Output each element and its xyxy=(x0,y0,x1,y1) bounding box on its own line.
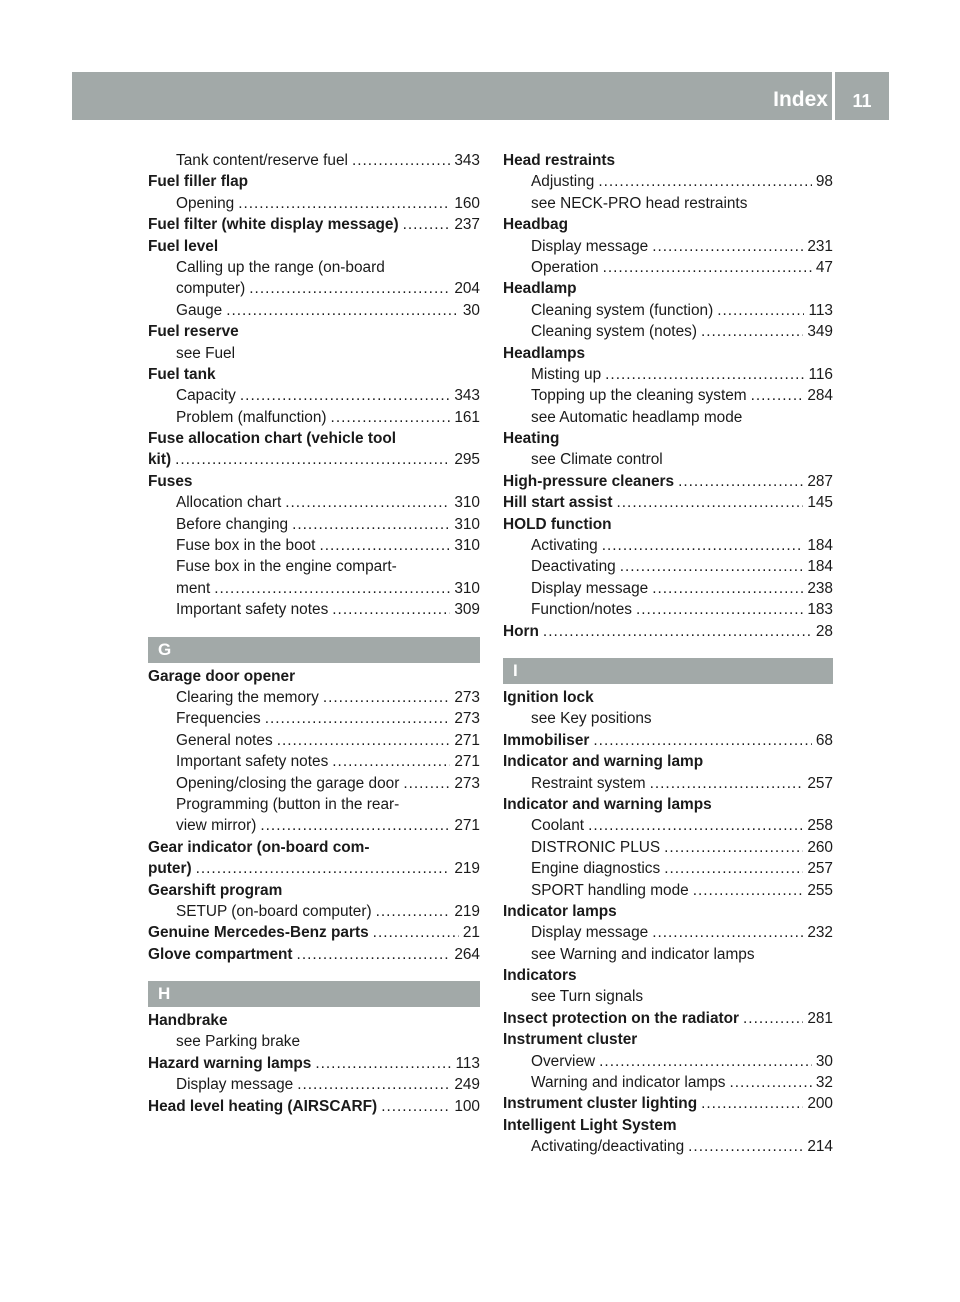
entry-label: Opening/closing the garage door xyxy=(176,774,400,792)
entry-label: Fuel filler flap xyxy=(148,173,249,191)
entry-label: Operation xyxy=(531,258,599,276)
page-reference: 47 xyxy=(815,258,833,276)
page-reference: 30 xyxy=(815,1052,833,1070)
page-reference: 237 xyxy=(454,216,480,234)
index-entry xyxy=(148,1074,480,1095)
page-reference: 113 xyxy=(808,301,833,319)
entry-label: Fuel reserve xyxy=(148,323,239,341)
entry-label: Glove compartment xyxy=(148,945,293,963)
index-entry xyxy=(503,599,833,620)
index-entry xyxy=(503,1029,833,1050)
entry-label: Headbag xyxy=(503,216,568,234)
dot-leader xyxy=(332,751,450,772)
entry-label: view mirror) xyxy=(176,817,257,835)
page-reference: 257 xyxy=(807,860,833,878)
entry-label: Hazard warning lamps xyxy=(148,1054,312,1072)
dot-leader xyxy=(593,730,811,751)
dot-leader xyxy=(664,837,803,858)
entry-label: Important safety notes xyxy=(176,753,329,771)
dot-leader xyxy=(701,321,803,342)
page-reference: 231 xyxy=(807,237,833,255)
page-reference: 258 xyxy=(807,817,833,835)
dot-leader xyxy=(701,1093,803,1114)
entry-label: Immobiliser xyxy=(503,731,590,749)
entry-label: Ignition lock xyxy=(503,688,594,706)
dot-leader xyxy=(315,1053,451,1074)
entry-label: see NECK-PRO head restraints xyxy=(531,194,748,212)
page-reference: 232 xyxy=(807,924,833,942)
entry-label: see Turn signals xyxy=(531,988,644,1006)
index-entry xyxy=(503,385,833,406)
index-column-right xyxy=(503,150,833,1158)
page-reference: 287 xyxy=(807,472,833,490)
index-entry xyxy=(148,343,480,364)
entry-label: Garage door opener xyxy=(148,667,296,685)
dot-leader xyxy=(175,449,450,470)
index-entry xyxy=(503,514,833,535)
index-entry xyxy=(148,556,480,577)
index-entry xyxy=(148,364,480,385)
dot-leader xyxy=(602,535,804,556)
index-entry xyxy=(148,815,480,836)
dot-leader xyxy=(376,901,451,922)
entry-label: Coolant xyxy=(531,817,585,835)
page-reference: 349 xyxy=(807,323,833,341)
dot-leader xyxy=(652,578,803,599)
entry-label: kit) xyxy=(148,451,172,469)
dot-leader xyxy=(265,708,451,729)
entry-label: Gauge xyxy=(176,301,223,319)
dot-leader xyxy=(603,257,812,278)
dot-leader xyxy=(543,621,812,642)
entry-label: Hill start assist xyxy=(503,494,613,512)
entry-label: Misting up xyxy=(531,365,602,383)
dot-leader xyxy=(693,880,804,901)
index-entry xyxy=(148,794,480,815)
page-reference: 219 xyxy=(454,902,480,920)
entry-label: Gear indicator (on-board com- xyxy=(148,838,370,856)
entry-label: Frequencies xyxy=(176,710,261,728)
dot-leader xyxy=(652,922,803,943)
page-reference: 200 xyxy=(807,1095,833,1113)
page-reference: 184 xyxy=(807,537,833,555)
index-entry xyxy=(148,171,480,192)
dot-leader xyxy=(285,492,450,513)
dot-leader xyxy=(636,599,803,620)
entry-label: Handbrake xyxy=(148,1012,228,1030)
page-reference: 343 xyxy=(454,152,480,169)
dot-leader xyxy=(729,1072,811,1093)
index-entry xyxy=(148,1010,480,1031)
entry-label: Activating/deactivating xyxy=(531,1138,685,1156)
index-entry xyxy=(503,1008,833,1029)
entry-label: Head level heating (AIRSCARF) xyxy=(148,1097,378,1115)
entry-label: Activating xyxy=(531,537,598,555)
index-entry xyxy=(148,578,480,599)
dot-leader xyxy=(381,1096,450,1117)
dot-leader xyxy=(751,385,804,406)
page-reference: 273 xyxy=(454,774,480,792)
index-entry xyxy=(148,300,480,321)
index-entry xyxy=(503,815,833,836)
page-reference: 273 xyxy=(454,688,480,706)
dot-leader xyxy=(331,407,451,428)
entry-label: Head restraints xyxy=(503,152,616,169)
entry-list xyxy=(503,687,833,1158)
page-reference: 284 xyxy=(807,387,833,405)
index-entry xyxy=(148,944,480,965)
dot-leader xyxy=(297,1074,450,1095)
index-entry xyxy=(503,880,833,901)
index-entry xyxy=(503,407,833,428)
entry-label: Capacity xyxy=(176,387,236,405)
dot-leader xyxy=(717,300,804,321)
page-reference: 116 xyxy=(808,365,833,383)
page-reference: 160 xyxy=(454,194,480,212)
index-entry xyxy=(503,236,833,257)
dot-leader xyxy=(240,385,450,406)
index-entry xyxy=(503,730,833,751)
index-column-left xyxy=(148,150,480,1117)
dot-leader xyxy=(617,492,804,513)
dot-leader xyxy=(650,773,804,794)
page-reference: 214 xyxy=(807,1138,833,1156)
index-entry xyxy=(503,687,833,708)
page-reference: 271 xyxy=(454,753,480,771)
entry-label: Restraint system xyxy=(531,774,646,792)
dot-leader xyxy=(403,773,450,794)
index-entry xyxy=(503,492,833,513)
index-entry xyxy=(503,321,833,342)
page-reference: 204 xyxy=(454,280,480,298)
entry-label: Calling up the range (on-board xyxy=(176,258,385,276)
entry-label: Clearing the memory xyxy=(176,688,319,706)
page-reference: 98 xyxy=(815,173,833,191)
section-header-g: G xyxy=(148,637,480,663)
entry-label: High-pressure cleaners xyxy=(503,472,675,490)
index-entry xyxy=(148,599,480,620)
dot-leader xyxy=(226,300,459,321)
dot-leader xyxy=(260,815,450,836)
page-reference: 295 xyxy=(454,451,480,469)
entry-label: Deactivating xyxy=(531,558,616,576)
dot-leader xyxy=(214,578,450,599)
entry-label: see Automatic headlamp mode xyxy=(531,408,743,426)
index-entry xyxy=(503,214,833,235)
index-entry xyxy=(148,708,480,729)
page-reference: 145 xyxy=(807,494,833,512)
index-entry xyxy=(148,687,480,708)
page-reference: 68 xyxy=(815,731,833,749)
entry-label: see Key positions xyxy=(531,710,652,728)
page-reference: 30 xyxy=(462,301,480,319)
index-entry xyxy=(148,492,480,513)
entry-label: Fuel filter (white display message) xyxy=(148,216,399,234)
index-entry xyxy=(503,944,833,965)
index-entry xyxy=(148,385,480,406)
dot-leader xyxy=(588,815,803,836)
index-entry xyxy=(503,193,833,214)
page-reference: 100 xyxy=(454,1097,480,1115)
index-entry xyxy=(148,922,480,943)
page-title: Index xyxy=(773,88,828,111)
dot-leader xyxy=(292,514,450,535)
dot-leader xyxy=(332,599,450,620)
index-entry xyxy=(503,858,833,879)
entry-label: Display message xyxy=(531,924,649,942)
dot-leader xyxy=(297,944,451,965)
entry-label: Programming (button in the rear- xyxy=(176,795,400,813)
index-entry xyxy=(503,578,833,599)
entry-label: Headlamps xyxy=(503,344,586,362)
entry-label: Fuse box in the engine compart- xyxy=(176,558,397,576)
page-reference: 32 xyxy=(815,1074,833,1092)
entry-label: Opening xyxy=(176,194,235,212)
index-entry xyxy=(503,171,833,192)
page-reference: 310 xyxy=(454,579,480,597)
index-entry xyxy=(148,257,480,278)
entry-label: Intelligent Light System xyxy=(503,1116,677,1134)
index-entry xyxy=(148,428,480,449)
entry-label: Insect protection on the radiator xyxy=(503,1009,740,1027)
index-entry xyxy=(503,556,833,577)
index-entry xyxy=(503,1093,833,1114)
dot-leader xyxy=(620,556,804,577)
index-entry xyxy=(503,535,833,556)
page-reference: 273 xyxy=(454,710,480,728)
index-entry xyxy=(148,278,480,299)
entry-label: Fuel level xyxy=(148,237,219,255)
index-entry xyxy=(148,471,480,492)
index-entry xyxy=(148,150,480,171)
page-reference: 219 xyxy=(454,860,480,878)
entry-label: Indicator and warning lamp xyxy=(503,753,704,771)
dot-leader xyxy=(352,150,450,171)
entry-label: Indicator lamps xyxy=(503,902,617,920)
dot-leader xyxy=(599,1051,812,1072)
entry-label: computer) xyxy=(176,280,246,298)
entry-label: Display message xyxy=(176,1076,294,1094)
page-reference: 257 xyxy=(807,774,833,792)
index-entry xyxy=(503,708,833,729)
entry-label: Overview xyxy=(531,1052,596,1070)
entry-label: HOLD function xyxy=(503,515,612,533)
dot-leader xyxy=(249,278,450,299)
index-entry xyxy=(148,193,480,214)
index-entry xyxy=(503,794,833,815)
dot-leader xyxy=(652,236,803,257)
index-entry xyxy=(503,300,833,321)
index-entry xyxy=(148,514,480,535)
entry-label: puter) xyxy=(148,860,192,878)
entry-label: SPORT handling mode xyxy=(531,881,689,899)
dot-leader xyxy=(664,858,803,879)
index-entry xyxy=(148,773,480,794)
page-reference: 183 xyxy=(807,601,833,619)
dot-leader xyxy=(238,193,450,214)
index-entry xyxy=(503,621,833,642)
index-entry xyxy=(503,428,833,449)
index-entry xyxy=(503,150,833,171)
entry-label: Display message xyxy=(531,237,649,255)
entry-label: see Warning and indicator lamps xyxy=(531,945,755,963)
index-entry xyxy=(148,449,480,470)
index-entry xyxy=(503,471,833,492)
page-reference: 113 xyxy=(455,1054,480,1072)
page-reference: 281 xyxy=(807,1009,833,1027)
index-entry xyxy=(148,1096,480,1117)
index-entry xyxy=(503,965,833,986)
index-entry xyxy=(148,321,480,342)
page-reference: 21 xyxy=(462,924,480,942)
page-reference: 343 xyxy=(454,387,480,405)
index-entry xyxy=(503,1072,833,1093)
entry-label: see Climate control xyxy=(531,451,663,469)
entry-list xyxy=(148,1010,480,1117)
entry-label: Genuine Mercedes-Benz parts xyxy=(148,924,369,942)
entry-label: Engine diagnostics xyxy=(531,860,661,878)
index-entry xyxy=(503,773,833,794)
index-entry xyxy=(503,922,833,943)
index-entry xyxy=(148,837,480,858)
index-entry xyxy=(503,449,833,470)
entry-label: Gearshift program xyxy=(148,881,283,899)
index-entry xyxy=(148,535,480,556)
entry-label: Instrument cluster lighting xyxy=(503,1095,698,1113)
entry-label: Heating xyxy=(503,430,560,448)
entry-label: Display message xyxy=(531,579,649,597)
page-reference: 271 xyxy=(454,817,480,835)
index-entry xyxy=(148,751,480,772)
index-entry xyxy=(503,257,833,278)
index-entry xyxy=(148,730,480,751)
entry-label: SETUP (on-board computer) xyxy=(176,902,372,920)
entry-label: Horn xyxy=(503,622,539,640)
dot-leader xyxy=(678,471,803,492)
entry-label: Important safety notes xyxy=(176,601,329,619)
entry-list xyxy=(148,666,480,965)
dot-leader xyxy=(277,730,451,751)
page-reference: 260 xyxy=(807,838,833,856)
page-reference: 238 xyxy=(807,579,833,597)
entry-label: Topping up the cleaning system xyxy=(531,387,747,405)
index-entry xyxy=(503,364,833,385)
page-reference: 161 xyxy=(454,408,480,426)
entry-label: Function/notes xyxy=(531,601,632,619)
dot-leader xyxy=(605,364,804,385)
entry-label: General notes xyxy=(176,731,273,749)
entry-label: Problem (malfunction) xyxy=(176,408,327,426)
dot-leader xyxy=(319,535,450,556)
index-entry xyxy=(503,837,833,858)
dot-leader xyxy=(598,171,812,192)
dot-leader xyxy=(323,687,450,708)
entry-label: Indicators xyxy=(503,967,577,985)
entry-label: Fuel tank xyxy=(148,365,216,383)
index-entry xyxy=(148,214,480,235)
index-entry xyxy=(503,278,833,299)
entry-label: Fuse box in the boot xyxy=(176,537,316,555)
page-reference: 271 xyxy=(454,731,480,749)
dot-leader xyxy=(688,1136,803,1157)
entry-list xyxy=(503,150,833,642)
page-reference: 264 xyxy=(454,945,480,963)
page-reference: 184 xyxy=(807,558,833,576)
page-reference: 310 xyxy=(454,515,480,533)
entry-label: Adjusting xyxy=(531,173,595,191)
entry-label: Tank content/reserve fuel xyxy=(176,152,348,169)
index-entry xyxy=(503,901,833,922)
dot-leader xyxy=(373,922,459,943)
index-entry xyxy=(148,1031,480,1052)
dot-leader xyxy=(403,214,451,235)
index-entry xyxy=(503,751,833,772)
entry-label: Allocation chart xyxy=(176,494,282,512)
entry-label: see Fuel xyxy=(176,344,236,362)
index-entry xyxy=(503,1136,833,1157)
page-reference: 255 xyxy=(807,881,833,899)
index-entry xyxy=(148,236,480,257)
entry-label: ment xyxy=(176,579,211,597)
index-entry xyxy=(148,858,480,879)
index-entry xyxy=(503,1051,833,1072)
page-reference: 249 xyxy=(454,1076,480,1094)
entry-label: Headlamp xyxy=(503,280,577,298)
dot-leader xyxy=(743,1008,803,1029)
entry-label: Instrument cluster xyxy=(503,1031,638,1049)
entry-label: Warning and indicator lamps xyxy=(531,1074,726,1092)
page-number: 11 xyxy=(852,91,872,111)
entry-label: Before changing xyxy=(176,515,289,533)
entry-label: Indicator and warning lamps xyxy=(503,795,712,813)
page-reference: 28 xyxy=(815,622,833,640)
page-reference: 310 xyxy=(454,537,480,555)
index-entry xyxy=(148,901,480,922)
index-entry xyxy=(148,407,480,428)
dot-leader xyxy=(196,858,451,879)
section-header-i: I xyxy=(503,658,833,684)
index-entry xyxy=(148,1053,480,1074)
entry-label: see Parking brake xyxy=(176,1033,301,1051)
section-header-h: H xyxy=(148,981,480,1007)
page-reference: 309 xyxy=(454,601,480,619)
entry-label: Cleaning system (notes) xyxy=(531,323,697,341)
index-entry xyxy=(503,1115,833,1136)
entry-label: Cleaning system (function) xyxy=(531,301,714,319)
page-reference: 310 xyxy=(454,494,480,512)
index-entry xyxy=(503,986,833,1007)
index-entry xyxy=(148,880,480,901)
entry-label: DISTRONIC PLUS xyxy=(531,838,661,856)
index-entry xyxy=(148,666,480,687)
entry-label: Fuse allocation chart (vehicle tool xyxy=(148,430,397,448)
entry-label: Fuses xyxy=(148,472,193,490)
entry-list xyxy=(148,150,480,621)
index-entry xyxy=(503,343,833,364)
